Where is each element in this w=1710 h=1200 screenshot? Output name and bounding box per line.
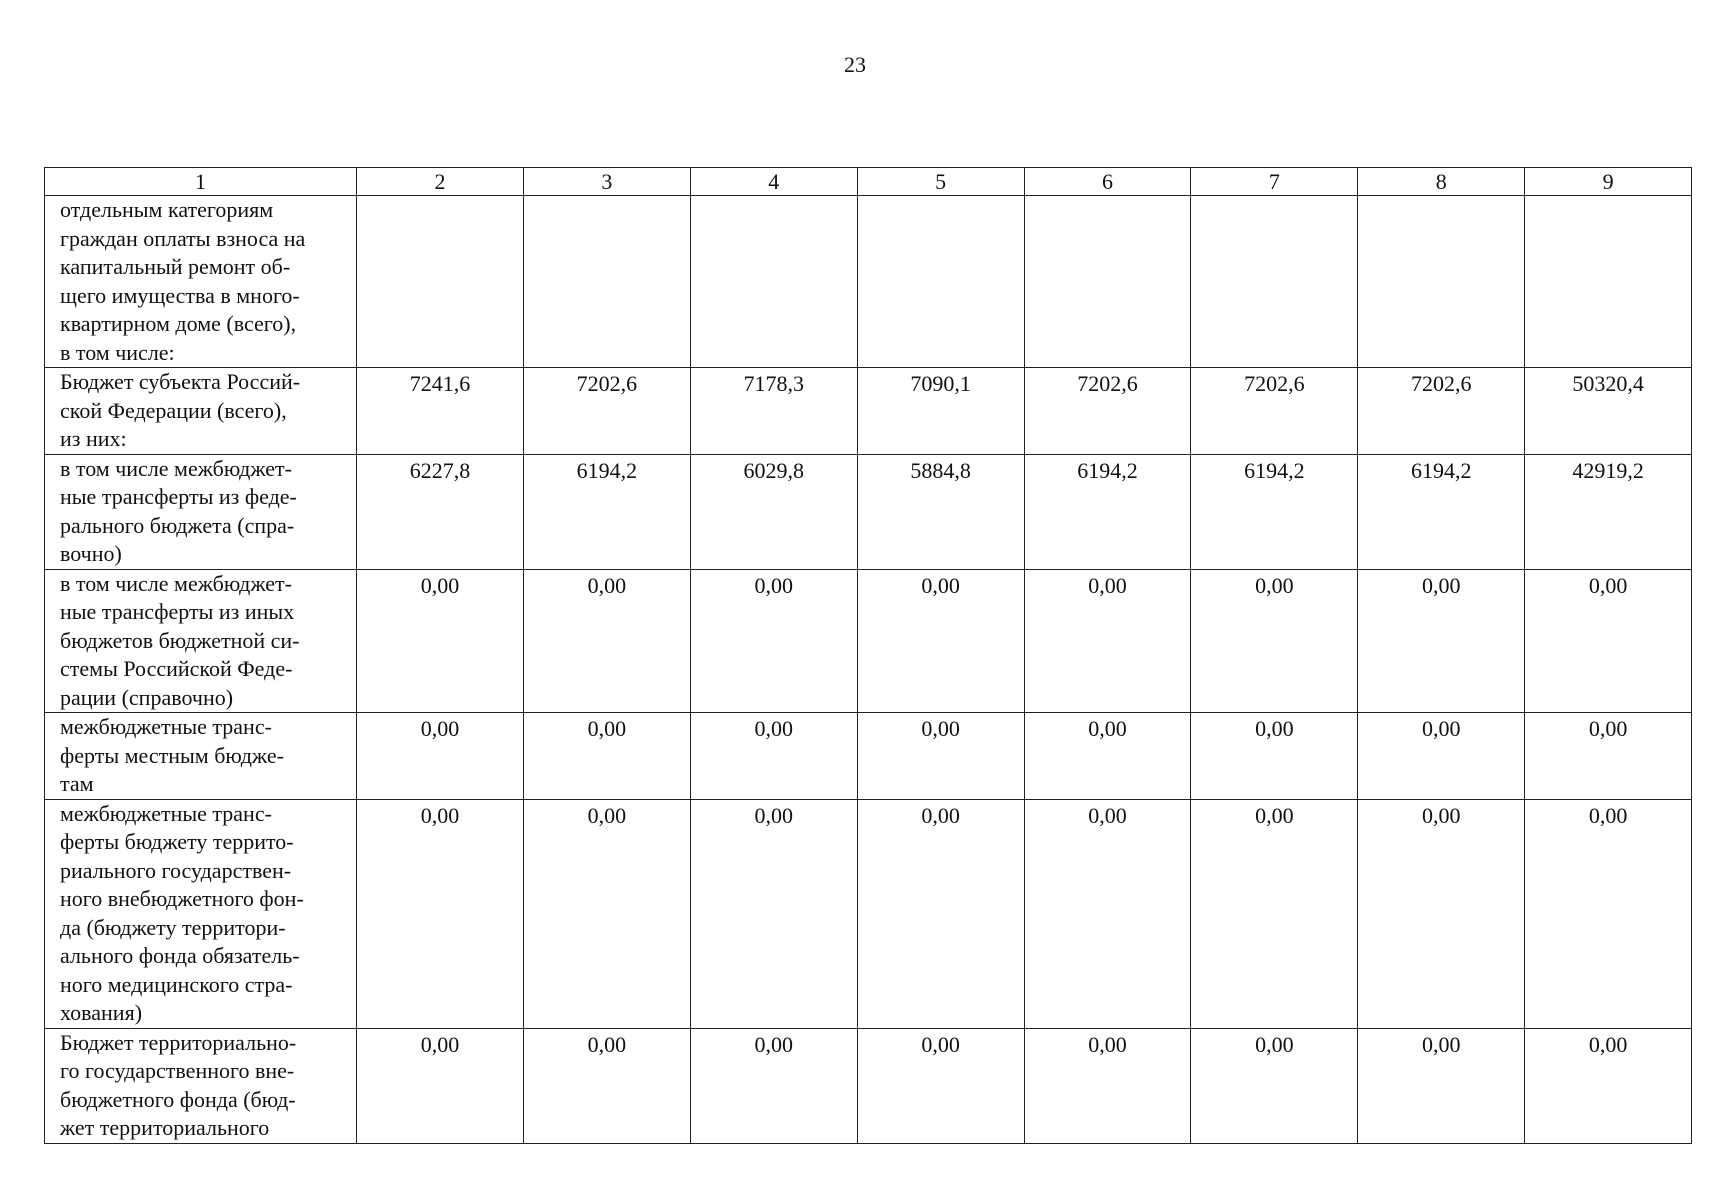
row-label-line: граждан оплаты взноса на bbox=[60, 225, 306, 251]
cell-value bbox=[1358, 799, 1525, 1028]
cell-value-text: 7090,1 bbox=[910, 371, 971, 396]
cell-value bbox=[1525, 569, 1692, 713]
cell-value bbox=[357, 196, 524, 368]
cell-value bbox=[523, 713, 690, 800]
cell-value-text: 0,00 bbox=[1255, 802, 1294, 828]
cell-value bbox=[1358, 196, 1525, 368]
row-label-line: бюджетного фонда (бюд- bbox=[60, 1086, 296, 1112]
cell-value bbox=[1024, 799, 1191, 1028]
cell-value bbox=[357, 368, 524, 455]
row-label-line: хования) bbox=[60, 1000, 143, 1025]
row-label-line: отдельным категориям bbox=[60, 197, 274, 222]
cell-value bbox=[357, 713, 524, 800]
cell-value bbox=[1525, 799, 1692, 1028]
cell-value bbox=[523, 196, 690, 368]
header-row bbox=[45, 168, 1692, 196]
cell-value bbox=[1525, 713, 1692, 800]
cell-value-text: 6194,2 bbox=[1410, 457, 1472, 483]
cell-value bbox=[1525, 454, 1692, 569]
row-label-line: в том числе межбюджет- bbox=[60, 455, 292, 481]
cell-value-text: 0,00 bbox=[587, 572, 627, 598]
cell-value bbox=[1358, 454, 1525, 569]
cell-value-text: 0,00 bbox=[1588, 572, 1628, 598]
cell-value bbox=[523, 799, 690, 1028]
column-header: 2 bbox=[357, 168, 524, 196]
cell-value bbox=[1191, 454, 1358, 569]
cell-value-text: 50320,4 bbox=[1572, 371, 1644, 396]
table-body bbox=[45, 196, 1692, 1144]
cell-value-text: 0,00 bbox=[1088, 572, 1127, 598]
row-label-line: из них: bbox=[60, 426, 127, 451]
cell-value bbox=[357, 454, 524, 569]
cell-value-text: 0,00 bbox=[1588, 1031, 1628, 1057]
cell-value-text: 0,00 bbox=[921, 1031, 960, 1057]
cell-value bbox=[1191, 1028, 1358, 1143]
table-row bbox=[45, 713, 1692, 800]
cell-value bbox=[523, 368, 690, 455]
cell-value-text: 0,00 bbox=[420, 716, 460, 741]
column-header: 3 bbox=[523, 168, 690, 196]
cell-value-text: 0,00 bbox=[587, 1031, 627, 1057]
row-label-line: ного медицинского стра- bbox=[60, 971, 293, 997]
cell-value bbox=[1191, 713, 1358, 800]
cell-value bbox=[857, 569, 1024, 713]
column-header: 7 bbox=[1191, 168, 1358, 196]
row-label-line: межбюджетные транс- bbox=[60, 714, 272, 739]
cell-value bbox=[1191, 196, 1358, 368]
cell-value bbox=[857, 1028, 1024, 1143]
cell-value-text: 0,00 bbox=[1421, 802, 1461, 828]
cell-value bbox=[857, 454, 1024, 569]
row-label-line: вочно) bbox=[60, 541, 122, 566]
cell-value bbox=[857, 368, 1024, 455]
cell-value bbox=[690, 713, 857, 800]
cell-value-text: 5884,8 bbox=[910, 457, 971, 483]
cell-value-text: 0,00 bbox=[1088, 802, 1127, 828]
cell-value bbox=[523, 569, 690, 713]
cell-value bbox=[1525, 368, 1692, 455]
cell-value bbox=[357, 1028, 524, 1143]
cell-value-text: 0,00 bbox=[754, 716, 793, 741]
column-header: 1 bbox=[45, 168, 357, 196]
cell-value bbox=[1024, 569, 1191, 713]
cell-value bbox=[1024, 454, 1191, 569]
row-label bbox=[45, 569, 357, 713]
row-label bbox=[45, 368, 357, 455]
column-header: 6 bbox=[1024, 168, 1191, 196]
cell-value-text: 0,00 bbox=[1421, 1031, 1461, 1057]
cell-value-text: 7202,6 bbox=[1077, 371, 1138, 396]
row-label-line: щего имущества в много- bbox=[60, 282, 300, 308]
cell-value bbox=[357, 799, 524, 1028]
column-header: 8 bbox=[1358, 168, 1525, 196]
cell-value-text: 0,00 bbox=[1255, 1031, 1294, 1057]
row-label-line: рации (справочно) bbox=[60, 684, 234, 710]
cell-value bbox=[1024, 368, 1191, 455]
row-label-line: ные трансферты из иных bbox=[60, 599, 295, 624]
cell-value bbox=[1525, 196, 1692, 368]
row-label-line: в том числе межбюджет- bbox=[60, 570, 292, 596]
page-number: 23 bbox=[844, 52, 866, 77]
cell-value bbox=[1024, 196, 1191, 368]
cell-value-text: 0,00 bbox=[921, 572, 960, 598]
cell-value-text: 6227,8 bbox=[409, 457, 471, 483]
cell-value-text: 0,00 bbox=[587, 716, 627, 741]
cell-value bbox=[857, 196, 1024, 368]
table-row bbox=[45, 196, 1692, 368]
cell-value-text: 0,00 bbox=[921, 716, 960, 741]
cell-value bbox=[1358, 713, 1525, 800]
cell-value-text: 42919,2 bbox=[1572, 457, 1644, 483]
cell-value-text: 0,00 bbox=[1088, 716, 1127, 741]
cell-value bbox=[857, 799, 1024, 1028]
row-label-line: в том числе: bbox=[60, 339, 175, 365]
row-label-line: Бюджет территориально- bbox=[60, 1029, 297, 1055]
cell-value-text: 0,00 bbox=[1255, 716, 1294, 741]
cell-value bbox=[523, 454, 690, 569]
table-row bbox=[45, 799, 1692, 1028]
cell-value-text: 7202,6 bbox=[576, 371, 638, 396]
row-label-line: межбюджетные транс- bbox=[60, 800, 272, 826]
row-label-line: капитальный ремонт об- bbox=[60, 254, 291, 279]
cell-value-text: 0,00 bbox=[754, 572, 793, 598]
row-label bbox=[45, 196, 357, 368]
cell-value-text: 6194,2 bbox=[576, 457, 638, 483]
cell-value bbox=[1024, 1028, 1191, 1143]
cell-value bbox=[857, 713, 1024, 800]
cell-value bbox=[1358, 368, 1525, 455]
column-header: 9 bbox=[1525, 168, 1692, 196]
budget-table bbox=[44, 167, 1692, 1144]
cell-value-text: 6194,2 bbox=[1244, 457, 1305, 483]
cell-value-text: 0,00 bbox=[587, 802, 627, 828]
row-label-line: бюджетов бюджетной си- bbox=[60, 627, 300, 653]
cell-value bbox=[1358, 569, 1525, 713]
row-label-line: риального государствен- bbox=[60, 857, 292, 883]
cell-value-text: 7241,6 bbox=[409, 371, 471, 396]
cell-value bbox=[1191, 799, 1358, 1028]
cell-value bbox=[523, 1028, 690, 1143]
cell-value-text: 7202,6 bbox=[1410, 371, 1472, 396]
cell-value-text: 0,00 bbox=[1421, 716, 1461, 741]
cell-value bbox=[690, 454, 857, 569]
cell-value-text: 7202,6 bbox=[1244, 371, 1305, 396]
row-label bbox=[45, 799, 357, 1028]
cell-value bbox=[690, 569, 857, 713]
column-header: 4 bbox=[690, 168, 857, 196]
row-label-line: квартирном доме (всего), bbox=[60, 311, 297, 336]
row-label-line: да (бюджету территори- bbox=[60, 914, 286, 940]
cell-value bbox=[690, 368, 857, 455]
column-header: 5 bbox=[857, 168, 1024, 196]
cell-value-text: 0,00 bbox=[921, 802, 960, 828]
row-label-line: ской Федерации (всего), bbox=[60, 397, 287, 423]
row-label-line: там bbox=[60, 771, 94, 796]
cell-value-text: 7178,3 bbox=[743, 371, 804, 396]
cell-value bbox=[1024, 713, 1191, 800]
row-label bbox=[45, 713, 357, 800]
cell-value bbox=[690, 1028, 857, 1143]
cell-value-text: 0,00 bbox=[1088, 1031, 1127, 1057]
row-label-line: ального фонда обязатель- bbox=[60, 943, 300, 968]
cell-value bbox=[690, 196, 857, 368]
table-header bbox=[45, 168, 1692, 196]
table-row bbox=[45, 569, 1692, 713]
row-label-line: ферты бюджету террито- bbox=[60, 829, 294, 854]
table-row bbox=[45, 454, 1692, 569]
row-label-line: го государственного вне- bbox=[60, 1058, 295, 1083]
row-label bbox=[45, 1028, 357, 1143]
cell-value-text: 0,00 bbox=[420, 572, 460, 598]
row-label-line: стемы Российской Феде- bbox=[60, 656, 293, 681]
table-row bbox=[45, 368, 1692, 455]
cell-value bbox=[1358, 1028, 1525, 1143]
row-label-line: Бюджет субъекта Россий- bbox=[60, 369, 301, 394]
cell-value bbox=[357, 569, 524, 713]
row-label-line: рального бюджета (спра- bbox=[60, 512, 295, 538]
cell-value-text: 0,00 bbox=[1255, 572, 1294, 598]
cell-value-text: 0,00 bbox=[420, 1031, 460, 1057]
cell-value bbox=[690, 799, 857, 1028]
cell-value-text: 0,00 bbox=[1588, 716, 1628, 741]
cell-value-text: 0,00 bbox=[1588, 802, 1628, 828]
cell-value-text: 6194,2 bbox=[1077, 457, 1138, 483]
cell-value-text: 6029,8 bbox=[743, 457, 804, 483]
row-label-line: ферты местным бюдже- bbox=[60, 742, 284, 768]
cell-value-text: 0,00 bbox=[754, 802, 793, 828]
cell-value-text: 0,00 bbox=[1421, 572, 1461, 598]
row-label-line: ные трансферты из феде- bbox=[60, 484, 297, 509]
cell-value-text: 0,00 bbox=[754, 1031, 793, 1057]
row-label bbox=[45, 454, 357, 569]
table-row bbox=[45, 1028, 1692, 1143]
cell-value-text: 0,00 bbox=[420, 802, 460, 828]
cell-value bbox=[1525, 1028, 1692, 1143]
row-label-line: жет территориального bbox=[60, 1115, 270, 1140]
cell-value bbox=[1191, 368, 1358, 455]
cell-value bbox=[1191, 569, 1358, 713]
row-label-line: ного внебюджетного фон- bbox=[60, 886, 304, 911]
